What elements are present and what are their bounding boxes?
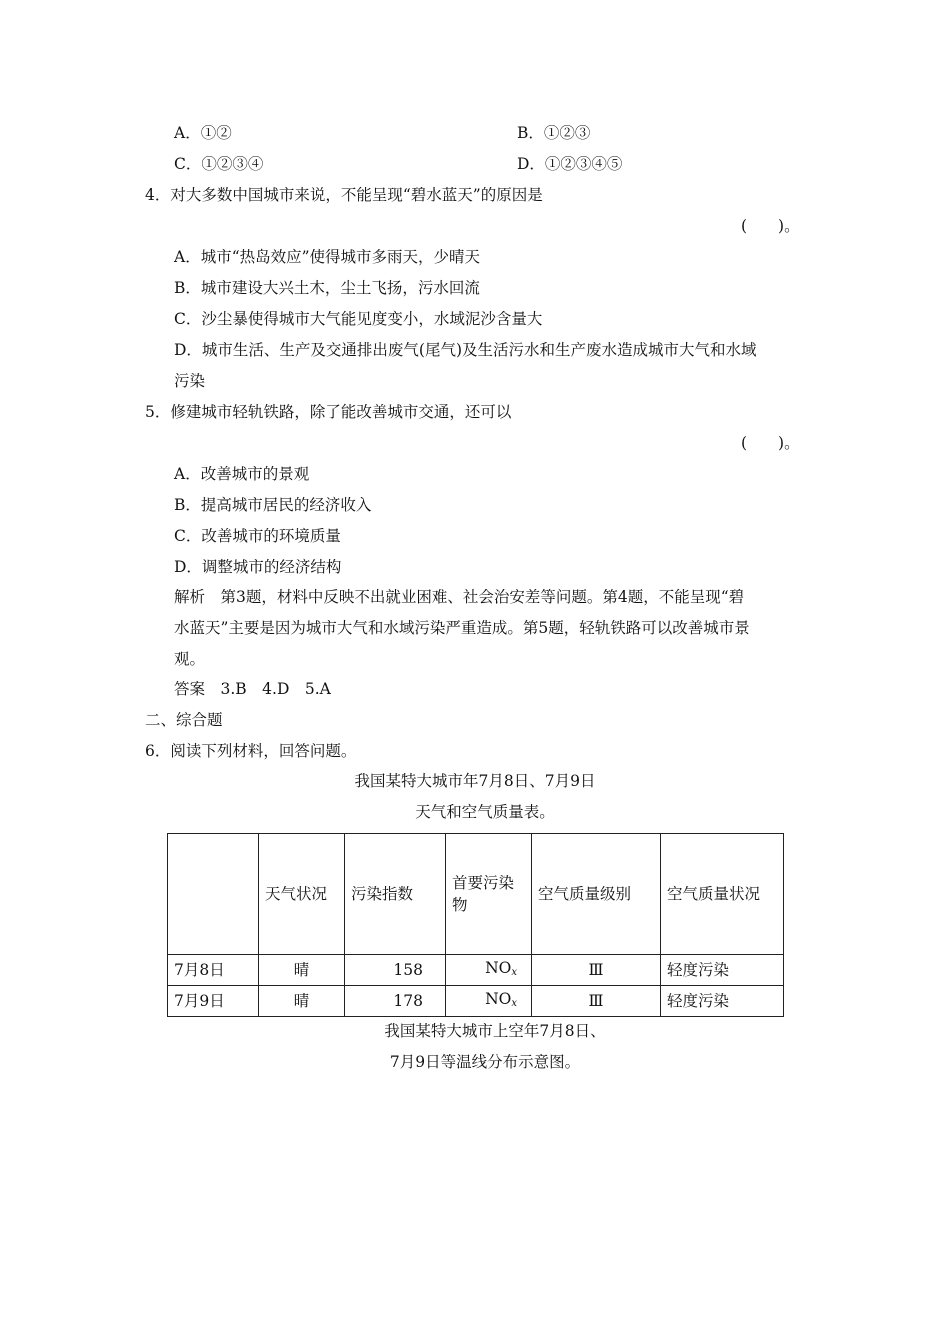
header-primary-pollutant: 首要污染物 <box>446 834 532 955</box>
cell-air-quality-level: Ⅲ <box>532 986 661 1017</box>
cell-air-quality-status: 轻度污染 <box>661 955 784 986</box>
q4-option-a: A．城市“热岛效应”使得城市多雨天，少晴天 <box>174 248 481 266</box>
cell-air-quality-status: 轻度污染 <box>661 986 784 1017</box>
header-air-quality-level: 空气质量级别 <box>532 834 661 955</box>
cell-weather: 晴 <box>259 986 345 1017</box>
section-heading: 二、综合题 <box>145 711 223 729</box>
cell-air-quality-level: Ⅲ <box>532 955 661 986</box>
q3-option-c: C．①②③④ <box>174 155 264 173</box>
q4-option-d-continued: 污染 <box>174 372 206 390</box>
q3-option-b: B．①②③ <box>517 124 591 142</box>
cell-pollution-index: 158 <box>345 955 446 986</box>
weather-air-quality-table <box>167 833 784 1017</box>
header-weather: 天气状况 <box>259 834 345 955</box>
pollutant-subscript: x <box>511 966 517 978</box>
table-title-line-1: 我国某特大城市年7月8日、7月9日 <box>354 772 596 790</box>
header-air-quality-status: 空气质量状况 <box>661 834 784 955</box>
pollutant-formula: NO <box>485 958 512 977</box>
q5-option-c: C．改善城市的环境质量 <box>174 527 341 545</box>
pollutant-formula: NO <box>485 989 512 1008</box>
analysis-line-2: 水蓝天”主要是因为城市大气和水域污染严重造成。第5题，轻轨铁路可以改善城市景 <box>174 619 750 637</box>
q5-answer-blank: ( )。 <box>741 434 800 452</box>
q4-option-c: C．沙尘暴使得城市大气能见度变小，水域泥沙含量大 <box>174 310 543 328</box>
analysis-line-1: 解析 第3题，材料中反映不出就业困难、社会治安差等问题。第4题，不能呈现“碧 <box>174 588 745 606</box>
q5-stem: 5．修建城市轻轨铁路，除了能改善城市交通，还可以 <box>145 403 512 421</box>
table-row <box>168 955 784 986</box>
table-title-line-2: 天气和空气质量表。 <box>415 803 555 821</box>
q5-option-d: D．调整城市的经济结构 <box>174 558 342 576</box>
q5-option-b: B．提高城市居民的经济收入 <box>174 496 372 514</box>
figure-caption-line-1: 我国某特大城市上空年7月8日、 <box>384 1022 606 1040</box>
pollutant-subscript: x <box>511 997 517 1009</box>
cell-primary-pollutant <box>446 986 532 1017</box>
q4-stem: 4．对大多数中国城市来说，不能呈现“碧水蓝天”的原因是 <box>145 186 543 204</box>
header-empty <box>168 834 259 955</box>
q4-option-d: D．城市生活、生产及交通排出废气(尾气)及生活污水和生产废水造成城市大气和水域 <box>174 341 757 359</box>
q4-option-b: B．城市建设大兴土木，尘土飞扬，污水回流 <box>174 279 480 297</box>
cell-pollution-index: 178 <box>345 986 446 1017</box>
header-pollution-index: 污染指数 <box>345 834 446 955</box>
table-row <box>168 986 784 1017</box>
table-header-row <box>168 834 784 955</box>
answer-key: 答案 3.B 4.D 5.A <box>174 680 331 698</box>
cell-date: 7月8日 <box>168 955 259 986</box>
q3-option-d: D．①②③④⑤ <box>517 155 623 173</box>
cell-primary-pollutant <box>446 955 532 986</box>
q5-option-a: A．改善城市的景观 <box>174 465 310 483</box>
figure-caption-line-2: 7月9日等温线分布示意图。 <box>389 1053 581 1071</box>
q3-option-a: A．①② <box>174 124 232 142</box>
q4-answer-blank: ( )。 <box>741 217 800 235</box>
q6-stem: 6．阅读下列材料，回答问题。 <box>145 742 357 760</box>
analysis-line-3: 观。 <box>174 650 206 668</box>
cell-weather: 晴 <box>259 955 345 986</box>
cell-date: 7月9日 <box>168 986 259 1017</box>
